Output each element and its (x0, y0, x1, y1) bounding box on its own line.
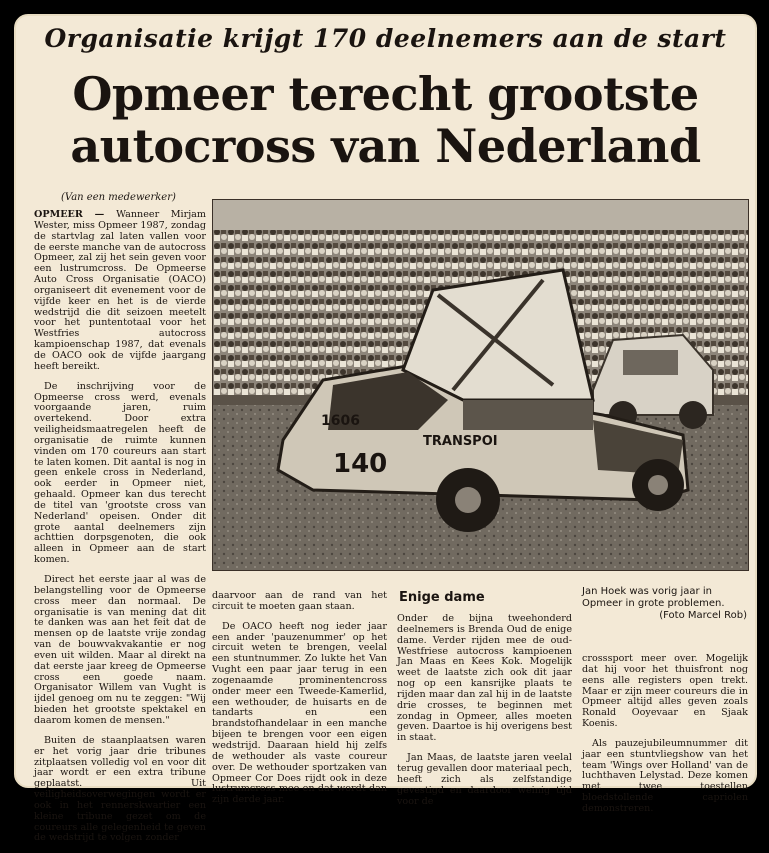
paragraph: Buiten de staanplaatsen waren er het vorig jaar drie tribunes zitplaatsen volledig vol en voor dit jaar wordt er een extra tribune geplaatst. Uit veiligheidsoverwegingen wordt er ook in het rennerskwartier een kleine tribune gezet om de coureurs alle gelegenheid te geven de wedstrijd te volgen zonder (34, 734, 206, 844)
newspaper-clipping (14, 14, 757, 844)
caption-text: Jan Hoek was vorig jaar in Opmeer in grote problemen. (582, 586, 725, 609)
photo-caption (582, 586, 747, 622)
article-column-3 (397, 614, 572, 816)
section-subheading: Enige dame (399, 590, 485, 605)
paragraph: De OACO heeft nog ieder jaar een ander 'pauzenummer' op het circuit weten te brengen, veelal een stuntnummer. Zo lukte het Van Vught een paar jaar terug in een zogenaamde prominentencross onder meer een Tweede-Kamerlid, een wethouder, de huisarts en de tandarts en een brandstofhandelaar in een manche bijeen te brengen voor een eigen wedstrijd. Daaraan hield hij zelfs de wethouder als vaste coureur over. De wethouder sportzaken van Opmeer Cor Does rijdt ook in deze lustrumcross mee en dat wordt dan zijn derde jaar. (212, 620, 387, 806)
car-number: 140 (333, 449, 388, 479)
paragraph: crosssport meer over. Mogelijk dat hij voor het thuisfront nog eens alle registers open trekt. Maar er zijn meer coureurs die in Opmeer altijd alles geven zoals Ronald Ooyevaar en Sjaak Koenis. (582, 653, 748, 730)
paragraph: De inschrijving voor de Opmeerse cross werd, evenals voorgaande jaren, ruim overtekend. Door extra veiligheidsmaatregelen heeft de organisatie de ruimte kunnen vinden om 170 coureurs aan start te laten komen. Dit aantal is nog in geen enkele cross in Nederland, ook eerder in Opmeer niet, gehaald. Opmeer kan dus terecht de titel van 'grootste cross van Nederland' opeisen. Onder dit grote aantal deelnemers zijn achttien dorpsgenoten, die ook alleen in Opmeer aan de start komen. (34, 380, 206, 566)
background-car (593, 335, 713, 429)
headline-line-1: Opmeer terecht grootste (72, 67, 699, 121)
car-number-top: 1606 (321, 413, 360, 429)
photo-illustration (213, 200, 748, 570)
byline: (Van een medewerker) (61, 192, 176, 203)
headline-line-2: autocross van Nederland (70, 119, 701, 173)
paragraph-text: Wanneer Mirjam Wester, miss Opmeer 1987, zondag de startvlag zal laten vallen voor de eerste manche van de autocross Opmeer, zal zij het sein geven voor een lustrumcross. De Opmeerse Auto Cross Organisatie (OACO) organiseert dit evenement voor de vijfde keer en het is de vierde wedstrijd die dit seizoen meetelt voor het puntentotaal voor het Westfries autocross kampioenschap 1987, dat evenals de OACO ook de vijfde jaargang heeft bereikt. (34, 209, 206, 372)
dateline: OPMEER — (34, 209, 117, 220)
photo-credit: (Foto Marcel Rob) (659, 610, 747, 621)
article-column-1 (34, 210, 206, 853)
article-column-4 (582, 654, 748, 824)
car-sponsor-text: TRANSPOI (423, 434, 498, 449)
article-column-2 (212, 591, 387, 815)
paragraph: Jan Maas, de laatste jaren veelal terug gevallen door materiaal pech, heeft zich als zelfstandige gevestigd en daardoor weinig tijd voor de (397, 752, 572, 807)
paragraph: Onder de bijna tweehonderd deelnemers is Brenda Oud de enige dame. Verder rijden mee de oud-Westfriese autocross kampioenen Jan Maas en Kees Kok. Mogelijk weet de laatste zich ook dit jaar nog op een kansrijke plaats te rijden maar dan zal hij in de laatste drie crosses, te beginnen met zondag in Opmeer, alles moeten geven. Daartoe is hij overigens best in staat. (397, 613, 572, 744)
autocross-photo (212, 199, 749, 571)
paragraph: Als pauzejubileumnummer dit jaar een stuntvliegshow van het team 'Wings over Holland' van de luchthaven Lelystad. Deze komen met twee toestellen bloedstollende capriolen demonstreren. (582, 737, 748, 814)
paragraph: Direct het eerste jaar al was de belangstelling voor de Opmeerse cross meer dan normaal. De organisatie is van mening dat dit te danken was aan het feit dat de mensen op de laatste vrije zondag van de bouwvakvakantie er nog even uit wilden. Maar al direkt na dat eerste jaar kreeg de Opmeerse cross een goede naam. Organisator Willem van Vught is ijdel genoeg om nu te zeggen: "Wij bieden het grootste spektakel en daarom komen de mensen." (34, 574, 206, 726)
paragraph (34, 210, 206, 373)
kicker-headline: Organisatie krijgt 170 deelnemers aan de start (44, 24, 727, 53)
main-headline (28, 68, 743, 172)
paragraph: daarvoor aan de rand van het circuit te moeten gaan staan. (212, 590, 387, 612)
